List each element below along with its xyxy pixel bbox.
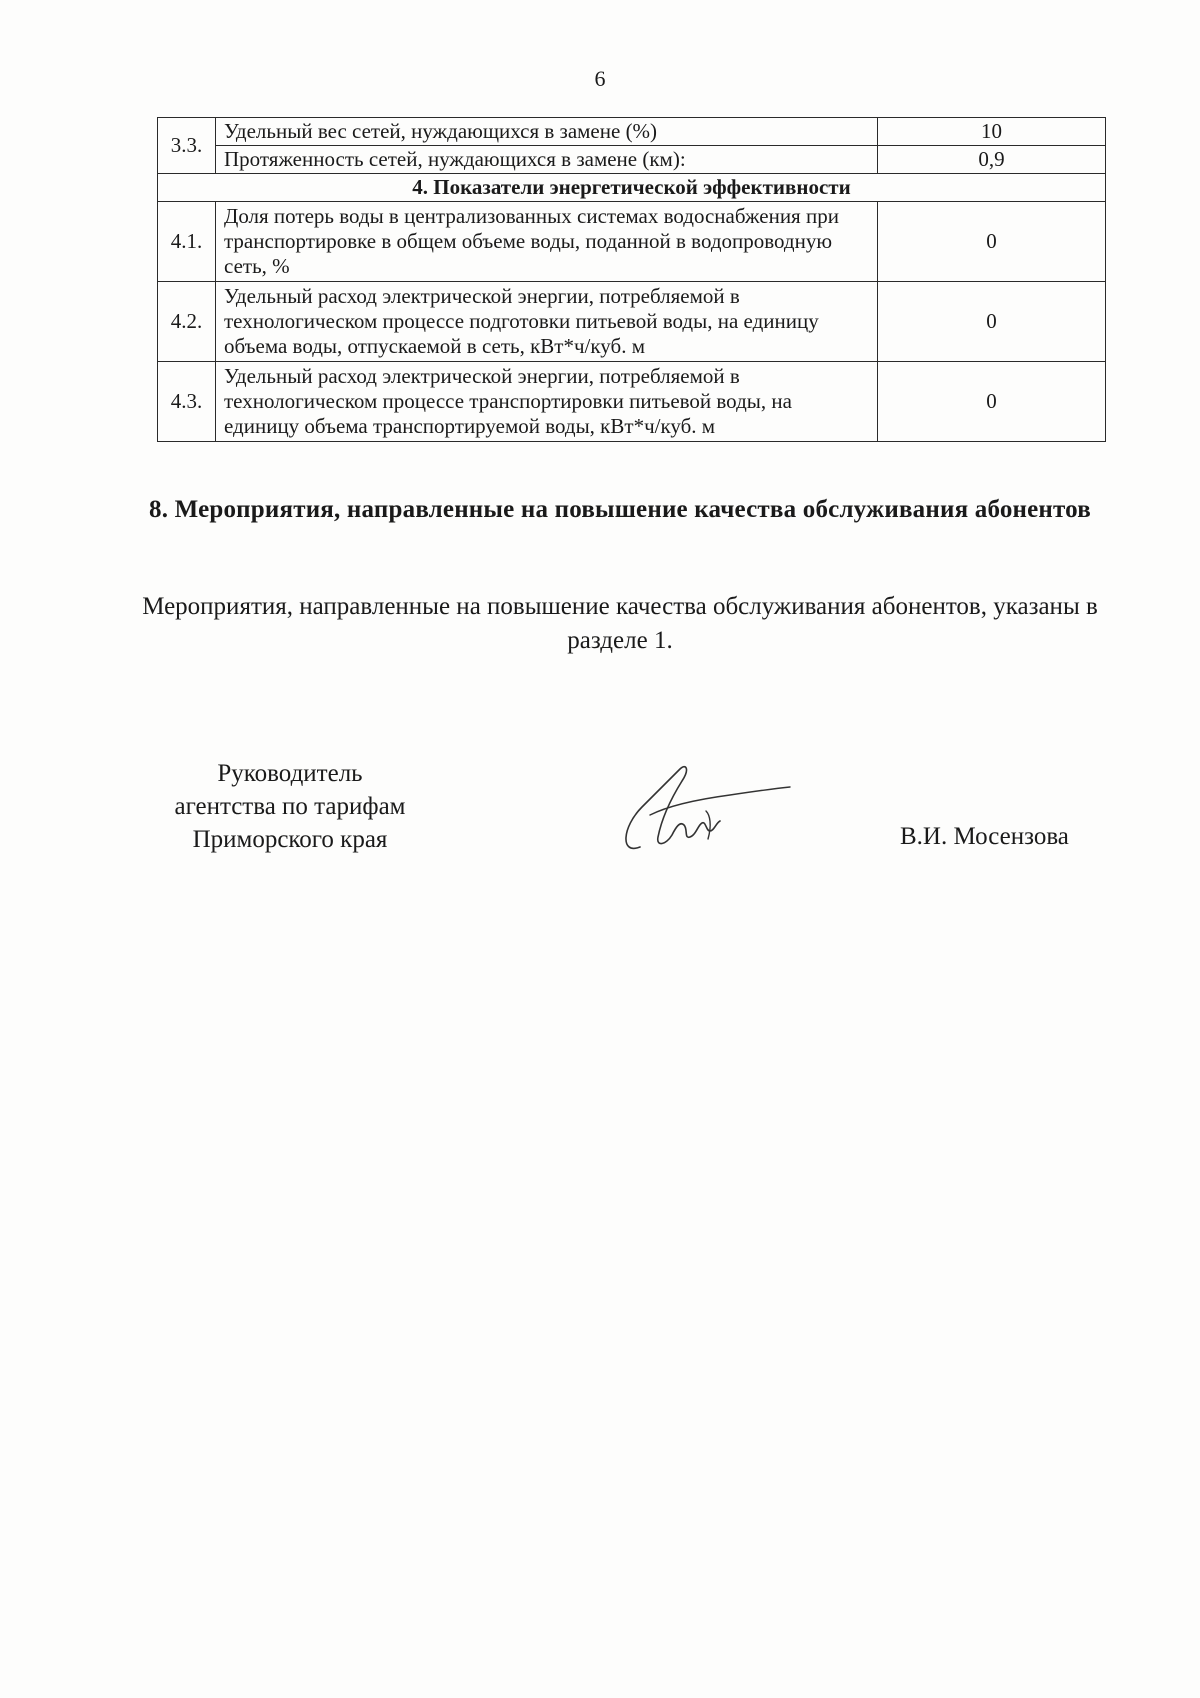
table-row xyxy=(158,282,1106,362)
indicator-value: 0,9 xyxy=(878,146,1106,174)
handwritten-signature xyxy=(610,755,810,865)
indicator-label: Удельный вес сетей, нуждающихся в замене (%) xyxy=(216,118,878,146)
indicator-label: Доля потерь воды в централизованных системах водоснабжения при транспортировке в общем объеме воды, поданной в водопроводную сеть, % xyxy=(216,202,878,282)
indicator-value: 0 xyxy=(878,202,1106,282)
signer-title-line: агентства по тарифам xyxy=(174,793,406,820)
table-section-row xyxy=(158,174,1106,202)
indicator-value: 0 xyxy=(878,362,1106,442)
indicator-label: Протяженность сетей, нуждающихся в замене (км): xyxy=(216,146,878,174)
table-row xyxy=(158,146,1106,174)
section-heading: 8. Мероприятия, направленные на повышение качества обслуживания абонентов xyxy=(149,496,1091,523)
section-paragraph: Мероприятия, направленные на повышение качества обслуживания абонентов, указаны в разделе 1. xyxy=(142,593,1098,654)
signer-name: В.И. Мосензова xyxy=(900,823,1069,850)
table-row xyxy=(158,202,1106,282)
row-number: 4.3. xyxy=(158,362,216,442)
indicator-value: 0 xyxy=(878,282,1106,362)
indicators-table xyxy=(157,117,1106,442)
indicator-label: Удельный расход электрической энергии, потребляемой в технологическом процессе подготовки питьевой воды, на единицу объема воды, отпускаемой в сеть, кВт*ч/куб. м xyxy=(216,282,878,362)
table-row xyxy=(158,362,1106,442)
signer-title-line: Приморского края xyxy=(192,826,388,853)
row-number: 3.3. xyxy=(158,118,216,174)
section-header: 4. Показатели энергетической эффективности xyxy=(158,174,1106,202)
row-number: 4.2. xyxy=(158,282,216,362)
page-number: 6 xyxy=(594,66,606,91)
table-row xyxy=(158,118,1106,146)
row-number: 4.1. xyxy=(158,202,216,282)
indicator-value: 10 xyxy=(878,118,1106,146)
signer-title-line: Руководитель xyxy=(217,760,363,787)
indicator-label: Удельный расход электрической энергии, потребляемой в технологическом процессе транспортировки питьевой воды, на единицу объема транспортируемой воды, кВт*ч/куб. м xyxy=(216,362,878,442)
signer-title xyxy=(140,757,440,856)
